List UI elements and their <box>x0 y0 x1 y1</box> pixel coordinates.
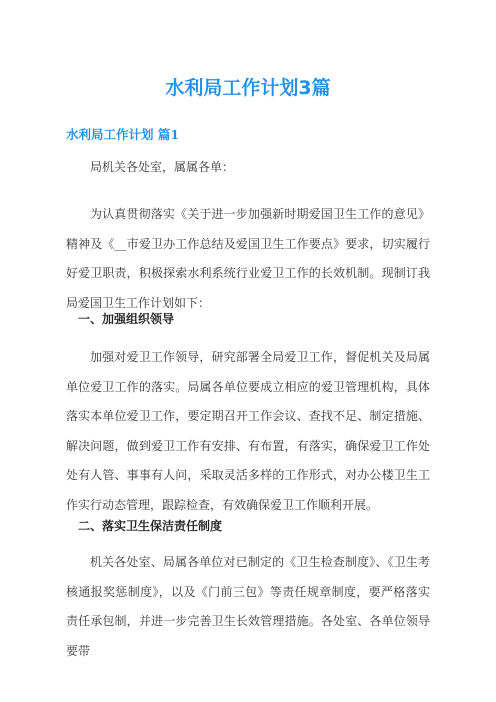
section-title: 水利局工作计划 篇1 <box>66 127 180 142</box>
heading-organization-leadership: 一、加强组织领导 <box>78 312 175 326</box>
leadership-paragraph: 加强对爱卫工作领导，研究部署全局爱卫工作，督促机关及局属单位爱卫工作的落实。局属各单位要成立相应的爱卫管理机构，具体落实本单位爱卫工作，要定期召开工作会议、查找不足、制定措施、解决问题，做到爱卫工作有安排、有布置，有落实，确保爱卫工作处处有人管、事事有人问，采取灵活多样的工作形式，对办公楼卫生工作实行动态管理，跟踪检查，有效确保爱卫工作顺利开展。 <box>66 350 430 512</box>
document-title: 水利局工作计划3篇 <box>165 77 331 99</box>
responsibility-paragraph: 机关各处室、局属各单位对已制定的《卫生检查制度》、《卫生考核通报奖惩制度》，以及《门前三包》等责任规章制度，要严格落实责任承包制，并进一步完善卫生长效管理措施。各处室、各单位领导要带 <box>66 555 430 658</box>
heading-hygiene-responsibility: 二、落实卫生保洁责任制度 <box>78 519 223 533</box>
greeting-paragraph: 局机关各处室，属属各单： <box>90 160 235 174</box>
intro-paragraph: 为认真贯彻落实《关于进一步加强新时期爱国卫生工作的意见》精神及《__市爱卫办工作总结及爱国卫生工作要点》要求，切实履行好爱卫职责，积极探索水利系统行业爱卫工作的长效机制。现制订我局爱国卫生工作计划如下： <box>66 207 430 310</box>
